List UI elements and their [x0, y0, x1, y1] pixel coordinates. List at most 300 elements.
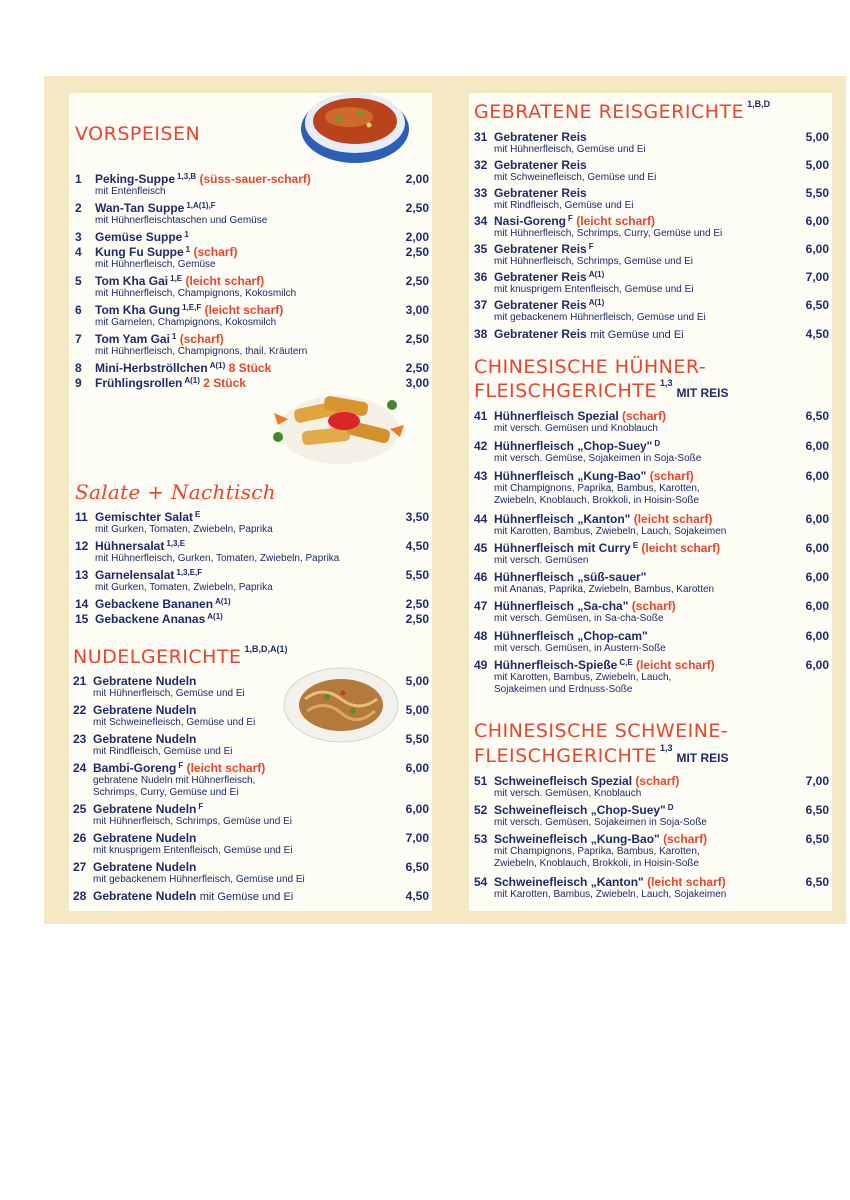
right-panel: [469, 93, 832, 911]
item-allergens: F: [568, 214, 573, 223]
item-number: 41: [474, 409, 488, 423]
left-panel: [69, 93, 432, 911]
item-description: [93, 775, 255, 799]
item-description-line1: mit Schweinefleisch, Gemüse und Ei: [93, 717, 256, 728]
item-number: 28: [73, 889, 87, 903]
item-description: [95, 524, 273, 536]
section-title-schwein-line1: CHINESISCHE SCHWEINE-: [474, 720, 729, 742]
item-number: 42: [474, 439, 488, 453]
item-name: [494, 774, 679, 788]
item-name: [494, 570, 646, 584]
item-price: 6,00: [805, 512, 829, 526]
item-description: [93, 845, 293, 857]
item-price: 6,00: [805, 570, 829, 584]
item-description-line1: mit Gurken, Tomaten, Zwiebeln, Paprika: [95, 524, 273, 535]
item-description-line2: Schrimps, Curry, Gemüse und Ei: [93, 787, 239, 798]
item-name: [95, 332, 224, 346]
item-number: 6: [75, 303, 82, 317]
item-price: 6,00: [805, 599, 829, 613]
item-name-text: Hühnerfleisch „Sa-cha": [494, 599, 629, 613]
item-price: 7,00: [805, 270, 829, 284]
item-name-text: Wan-Tan Suppe: [95, 201, 185, 215]
item-description-line1: mit knusprigem Entenfleisch, Gemüse und Ei: [494, 284, 694, 295]
item-description: [494, 846, 700, 870]
item-name-text: Schweinefleisch Spezial: [494, 774, 633, 788]
item-description-line1: mit Hühnerfleisch, Gemüse: [95, 259, 216, 270]
item-description-line1: mit Karotten, Bambus, Zwiebeln, Lauch, Sojakeimen: [494, 526, 727, 537]
item-name-text: Gebratene Nudeln: [93, 831, 197, 845]
item-description: [95, 317, 276, 329]
item-description-line1: mit Karotten, Bambus, Zwiebeln, Lauch, Sojakeimen: [494, 889, 727, 900]
item-number: 35: [474, 242, 488, 256]
item-description-line1: gebratene Nudeln mit Hühnerfleisch,: [93, 775, 256, 786]
item-description-line1: mit gebackenem Hühnerfleisch, Gemüse und Ei: [93, 874, 305, 885]
item-name: [494, 629, 648, 643]
item-name: [95, 245, 237, 259]
item-name-text: Hühnerfleisch „Kung-Bao": [494, 469, 647, 483]
item-price: 2,50: [405, 245, 429, 259]
item-spice-note: (leicht scharf): [636, 658, 715, 672]
item-spice-note: (scharf): [193, 245, 238, 259]
item-name-text: Gebratene Nudeln: [93, 802, 197, 816]
item-inline-desc: mit Gemüse und Ei: [199, 891, 294, 903]
item-price: 3,50: [405, 510, 429, 524]
item-price: 2,50: [405, 361, 429, 375]
item-number: 48: [474, 629, 488, 643]
item-name: [494, 242, 594, 256]
item-description-line1: mit Rindfleisch, Gemüse und Ei: [93, 746, 233, 757]
item-description-line2: Zwiebeln, Knoblauch, Brokkoli, in Hoisin-Soße: [494, 495, 700, 506]
item-number: 7: [75, 332, 82, 346]
item-description: [494, 526, 726, 538]
item-description-line2: Sojakeimen und Erdnuss-Soße: [494, 684, 633, 695]
item-number: 5: [75, 274, 82, 288]
item-name: [494, 130, 587, 144]
item-description-line1: mit Gurken, Tomaten, Zwiebeln, Paprika: [95, 582, 273, 593]
item-price: 2,50: [405, 201, 429, 215]
item-name: [95, 597, 231, 611]
item-number: 12: [75, 539, 89, 553]
item-allergens: A(1): [209, 361, 226, 370]
item-number: 25: [73, 802, 87, 816]
section-title-reisgerichte: [474, 101, 770, 123]
item-number: 1: [75, 172, 82, 186]
item-spice-note: (scharf): [635, 774, 680, 788]
item-spice-note: (leicht scharf): [647, 875, 726, 889]
item-name-text: Kung Fu Suppe: [95, 245, 184, 259]
item-name-text: Gebratener Reis: [494, 298, 587, 312]
section-title-huehner-line1: CHINESISCHE HÜHNER-: [474, 356, 707, 378]
item-name: [494, 469, 694, 483]
item-description: [494, 555, 588, 567]
item-allergens: 1,3,E: [166, 539, 186, 548]
schwein-allergens: 1,3: [659, 743, 673, 753]
item-price: 3,00: [405, 303, 429, 317]
item-price: 4,50: [405, 889, 429, 903]
item-name: [494, 409, 666, 423]
item-name-text: Bambi-Goreng: [93, 761, 177, 775]
item-description: [95, 215, 267, 227]
item-name-text: Gemischter Salat: [95, 510, 194, 524]
item-description-line1: mit Hühnerfleischtaschen und Gemüse: [95, 215, 268, 226]
item-name-text: Hühnerfleisch „Chop-Suey": [494, 439, 653, 453]
item-price: 5,00: [805, 158, 829, 172]
reis-allergens: 1,B,D: [747, 99, 771, 109]
item-name: [494, 439, 660, 453]
item-description: [494, 312, 706, 324]
item-name-text: Gebratene Nudeln: [93, 860, 197, 874]
item-number: 37: [474, 298, 488, 312]
item-price: 6,50: [805, 832, 829, 846]
item-name: [95, 376, 246, 390]
item-description-line1: mit Ananas, Paprika, Zwiebeln, Bambus, Karotten: [494, 584, 715, 595]
item-description: [494, 817, 707, 829]
item-name: [93, 831, 196, 845]
item-price: 7,00: [805, 774, 829, 788]
item-description-line1: mit versch. Gemüsen, Knoblauch: [494, 788, 642, 799]
item-name-text: Hühnerfleisch Spezial: [494, 409, 619, 423]
item-description: [494, 200, 634, 212]
item-price: 6,00: [405, 802, 429, 816]
item-price: 6,00: [805, 629, 829, 643]
item-number: 11: [75, 510, 88, 524]
item-price: 6,50: [805, 803, 829, 817]
item-number: 52: [474, 803, 488, 817]
item-allergens: A(1): [588, 270, 605, 279]
reis-title-text: GEBRATENE REISGERICHTE: [474, 101, 745, 123]
item-spice-note: (leicht scharf): [576, 214, 655, 228]
item-name-text: Gebratene Nudeln: [93, 674, 197, 688]
item-spice-note: 2 Stück: [203, 376, 246, 390]
item-name: [93, 860, 196, 874]
item-price: 2,00: [405, 230, 429, 244]
item-description-line1: mit Hühnerfleisch, Schrimps, Curry, Gemüse und Ei: [494, 228, 723, 239]
item-spice-note: (leicht scharf): [185, 274, 265, 288]
item-description-line1: mit Hühnerfleisch, Gurken, Tomaten, Zwiebeln, Paprika: [95, 553, 340, 564]
item-name-text: Hühnersalat: [95, 539, 165, 553]
item-description: [494, 453, 701, 465]
item-name-text: Gebratener Reis: [494, 158, 587, 172]
item-name: [95, 274, 264, 288]
item-description: [494, 483, 700, 507]
item-allergens: 1,A(1),F: [186, 201, 216, 210]
item-name: [93, 674, 196, 688]
item-allergens: 1: [185, 245, 191, 254]
item-name-text: Gebratene Nudeln: [93, 889, 197, 903]
item-description: [494, 172, 656, 184]
item-price: 4,50: [805, 327, 829, 341]
section-title-salate: Salate + Nachtisch: [75, 480, 276, 504]
item-description: [93, 746, 233, 758]
item-name: [494, 541, 720, 555]
item-price: 5,50: [405, 568, 429, 582]
item-description-line1: mit versch. Gemüsen und Knoblauch: [494, 423, 658, 434]
item-allergens: F: [588, 242, 594, 251]
item-number: 27: [73, 860, 87, 874]
item-spice-note: (leicht scharf): [633, 512, 713, 526]
item-spice-note: (süss-sauer-scharf): [199, 172, 311, 186]
huehner-suffix: MIT REIS: [676, 386, 729, 400]
item-name: [95, 539, 185, 553]
item-description-line1: mit Karotten, Bambus, Zwiebeln, Lauch,: [494, 672, 672, 683]
item-name-text: Mini-Herbströllchen: [95, 361, 208, 375]
item-price: 6,50: [805, 298, 829, 312]
item-name: [494, 298, 604, 312]
item-number: 33: [474, 186, 488, 200]
item-name: [95, 361, 271, 375]
item-description-line1: mit Hühnerfleisch, Gemüse und Ei: [93, 688, 245, 699]
huehner-title-text: FLEISCHGERICHTE: [474, 380, 657, 402]
item-number: 15: [75, 612, 89, 626]
item-price: 2,50: [405, 597, 429, 611]
item-description-line1: mit versch. Gemüse, Sojakeimen in Soja-Soße: [494, 453, 702, 464]
item-description-line1: mit Champignons, Paprika, Bambus, Karotten,: [494, 846, 700, 857]
item-allergens: D: [667, 803, 674, 812]
item-description: [95, 346, 307, 358]
item-price: 6,00: [805, 541, 829, 555]
item-spice-note: (leicht scharf): [186, 761, 266, 775]
item-number: 14: [75, 597, 89, 611]
item-description-line1: mit gebackenem Hühnerfleisch, Gemüse und Ei: [494, 312, 706, 323]
item-price: 5,50: [805, 186, 829, 200]
item-allergens: 1: [171, 332, 177, 341]
item-name: [494, 158, 587, 172]
item-allergens: 1,3,E,F: [176, 568, 203, 577]
item-price: 2,50: [405, 612, 429, 626]
item-description-line1: mit Hühnerfleisch, Schrimps, Gemüse und Ei: [494, 256, 693, 267]
item-price: 6,00: [805, 439, 829, 453]
item-allergens: A(1): [184, 376, 200, 385]
item-number: 21: [73, 674, 87, 688]
item-spice-note: (scharf): [179, 332, 224, 346]
item-name-text: Schweinefleisch „Kanton": [494, 875, 644, 889]
item-spice-note: 8 Stück: [228, 361, 272, 375]
item-allergens: E: [195, 510, 201, 519]
item-description: [494, 889, 726, 901]
item-description: [95, 186, 166, 198]
item-name-text: Gemüse Suppe: [95, 230, 183, 244]
item-description-line1: mit versch. Gemüsen, in Sa-cha-Soße: [494, 613, 664, 624]
item-allergens: A(1): [588, 298, 605, 307]
schwein-title-text: FLEISCHGERICHTE: [474, 745, 657, 767]
item-price: 5,50: [405, 732, 429, 746]
item-price: 5,00: [805, 130, 829, 144]
nudel-title-text: NUDELGERICHTE: [73, 646, 242, 668]
item-description: [95, 582, 273, 594]
item-name: [494, 186, 587, 200]
item-number: 54: [474, 875, 488, 889]
item-price: 5,00: [405, 674, 429, 688]
item-description-line1: mit versch. Gemüsen, Sojakeimen in Soja-Soße: [494, 817, 707, 828]
item-description-line1: mit versch. Gemüsen: [494, 555, 589, 566]
item-price: 6,00: [805, 242, 829, 256]
item-allergens: F: [178, 761, 184, 770]
item-price: 6,50: [805, 409, 829, 423]
item-description: [494, 256, 693, 268]
item-name: [494, 214, 655, 228]
item-price: 6,00: [405, 761, 429, 775]
item-name: [95, 612, 223, 626]
item-description: [93, 688, 245, 700]
section-title-huehner-line2: [474, 380, 728, 402]
item-description-line1: mit Schweinefleisch, Gemüse und Ei: [494, 172, 657, 183]
item-allergens: 1,E,F: [182, 303, 202, 312]
item-allergens: A(1): [207, 612, 223, 621]
item-price: 6,50: [405, 860, 429, 874]
item-description-line1: mit Champignons, Paprika, Bambus, Karotten,: [494, 483, 700, 494]
item-description-line1: mit Entenfleisch: [95, 186, 166, 197]
item-name: [494, 875, 726, 889]
item-name: [494, 599, 676, 613]
item-name-text: Hühnerfleisch „Chop-cam": [494, 629, 648, 643]
item-allergens: D: [654, 439, 661, 448]
soup-bowl-image: [299, 83, 411, 165]
item-number: 43: [474, 469, 488, 483]
item-name-text: Hühnerfleisch mit Curry: [494, 541, 631, 555]
item-name: [93, 703, 196, 717]
item-number: 38: [474, 327, 488, 341]
huehner-allergens: 1,3: [659, 378, 673, 388]
item-allergens: A(1): [215, 597, 231, 606]
schwein-suffix: MIT REIS: [676, 751, 729, 765]
item-price: 6,00: [805, 658, 829, 672]
item-name-text: Gebratener Reis: [494, 186, 587, 200]
item-number: 46: [474, 570, 488, 584]
item-allergens: E: [632, 541, 639, 550]
item-number: 36: [474, 270, 488, 284]
item-name: [95, 568, 202, 582]
item-description: [494, 284, 694, 296]
item-number: 22: [73, 703, 87, 717]
item-description-line2: Zwiebeln, Knoblauch, Brokkoli, in Hoisin-Soße: [494, 858, 700, 869]
item-number: 49: [474, 658, 488, 672]
item-number: 51: [474, 774, 488, 788]
item-description: [95, 553, 339, 565]
item-spice-note: (leicht scharf): [204, 303, 284, 317]
item-price: 6,00: [805, 469, 829, 483]
item-description: [494, 643, 666, 655]
item-number: 13: [75, 568, 89, 582]
section-title-nudelgerichte: [73, 646, 288, 668]
item-name: [95, 172, 311, 186]
item-name-text: Schweinefleisch „Kung-Bao": [494, 832, 660, 846]
item-number: 47: [474, 599, 488, 613]
item-price: 5,00: [405, 703, 429, 717]
item-description-line1: mit Rindfleisch, Gemüse und Ei: [494, 200, 634, 211]
item-description: [93, 816, 292, 828]
item-name: [494, 803, 674, 817]
item-number: 23: [73, 732, 87, 746]
item-name-text: Gebratener Reis: [494, 270, 587, 284]
item-spice-note: (scharf): [663, 832, 708, 846]
item-price: 2,50: [405, 332, 429, 346]
item-number: 32: [474, 158, 488, 172]
item-price: 7,00: [405, 831, 429, 845]
item-description-line1: mit Garnelen, Champignons, Kokosmilch: [95, 317, 277, 328]
item-number: 44: [474, 512, 488, 526]
item-spice-note: (scharf): [649, 469, 694, 483]
item-price: 3,00: [405, 376, 429, 390]
item-name: [494, 512, 712, 526]
item-name: [95, 510, 200, 524]
item-name: [494, 327, 684, 341]
item-name-text: Gebratener Reis: [494, 130, 587, 144]
item-inline-desc: mit Gemüse und Ei: [590, 329, 684, 341]
item-description-line1: mit versch. Gemüsen, in Austern-Soße: [494, 643, 666, 654]
item-name-text: Gebackene Bananen: [95, 597, 214, 611]
item-description-line1: mit Hühnerfleisch, Schrimps, Gemüse und Ei: [93, 816, 292, 827]
item-name-text: Gebackene Ananas: [95, 612, 206, 626]
item-number: 9: [75, 376, 82, 390]
item-price: 6,50: [805, 875, 829, 889]
item-description: [494, 423, 658, 435]
item-name-text: Gebratener Reis: [494, 242, 587, 256]
item-spice-note: (leicht scharf): [641, 541, 721, 555]
item-name-text: Gebratene Nudeln: [93, 732, 197, 746]
item-name-text: Garnelensalat: [95, 568, 175, 582]
item-name-text: Tom Kha Gai: [95, 274, 169, 288]
item-description: [95, 288, 296, 300]
section-title-vorspeisen: VORSPEISEN: [75, 123, 201, 145]
item-number: 4: [75, 245, 82, 259]
item-description: [95, 259, 216, 271]
noodles-plate-image: [283, 665, 399, 745]
item-name-text: Frühlingsrollen: [95, 376, 183, 390]
item-allergens: C,E: [619, 658, 633, 667]
item-price: 2,50: [405, 274, 429, 288]
item-name: [93, 889, 293, 903]
item-name: [95, 230, 189, 244]
item-name-text: Hühnerfleisch-Spieße: [494, 658, 618, 672]
item-description: [494, 788, 641, 800]
item-number: 26: [73, 831, 87, 845]
item-number: 8: [75, 361, 82, 375]
item-name-text: Hühnerfleisch „süß-sauer": [494, 570, 647, 584]
item-number: 45: [474, 541, 488, 555]
item-description-line1: mit Hühnerfleisch, Champignons, thail. Kräutern: [95, 346, 308, 357]
item-allergens: 1,3,B: [177, 172, 197, 181]
item-name: [93, 732, 196, 746]
item-allergens: 1,E: [170, 274, 183, 283]
item-name: [93, 761, 265, 775]
item-name-text: Hühnerfleisch „Kanton": [494, 512, 631, 526]
item-spice-note: (scharf): [622, 409, 667, 423]
item-description-line1: mit knusprigem Entenfleisch, Gemüse und Ei: [93, 845, 293, 856]
item-number: 34: [474, 214, 488, 228]
item-description: [93, 874, 305, 886]
item-number: 3: [75, 230, 82, 244]
item-description: [93, 717, 255, 729]
spring-rolls-image: [264, 375, 414, 475]
item-name-text: Gebratene Nudeln: [93, 703, 197, 717]
item-description-line1: mit Hühnerfleisch, Gemüse und Ei: [494, 144, 646, 155]
item-name-text: Tom Kha Gung: [95, 303, 181, 317]
item-number: 53: [474, 832, 488, 846]
item-price: 4,50: [405, 539, 429, 553]
nudel-allergens: 1,B,D,A(1): [244, 644, 288, 654]
item-spice-note: (scharf): [631, 599, 676, 613]
item-number: 24: [73, 761, 87, 775]
item-description: [494, 228, 722, 240]
item-name: [494, 658, 715, 672]
item-description: [494, 144, 646, 156]
item-name: [494, 832, 707, 846]
item-description-line1: mit Hühnerfleisch, Champignons, Kokosmilch: [95, 288, 297, 299]
item-price: 2,00: [405, 172, 429, 186]
item-number: 2: [75, 201, 82, 215]
item-name: [93, 802, 203, 816]
item-name: [95, 303, 283, 317]
